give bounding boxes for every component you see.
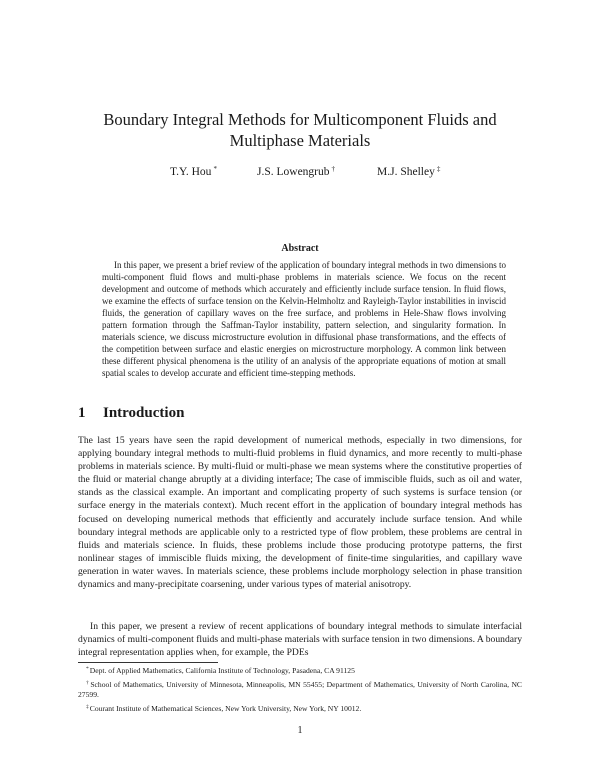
title-line-1: Boundary Integral Methods for Multicomponent Fluids and (103, 110, 497, 129)
intro-paragraph-1: The last 15 years have seen the rapid development of numerical methods, especially in two dimensions, for applying boundary integral methods to multi-fluid problems in fluid dynamics, and more recently to multi-phase problems in materials science. By multi-fluid or multi-phase we mean systems where the constitutive properties of the fluid or material change abruptly at a dividing interface; The case of immiscible fluids, such as oil and water, stands as the classical example. An important and complicating property of such systems is surface tension (or surface energy in the materials context). Much recent effort in the application of boundary integral methods has focused on developing numerical methods that efficiently and accurately include surface tension. And while boundary integral methods are applicable only to a restricted type of flow problem, these problems are central in fluids and materials science. In fluids, these problems include those producing prototype patterns, the first nonlinear stages of immiscible fluids mixing, the development of finite-time singularities, and capillary wave generation in water waves. In materials science, these problems include morphology selection in phase transition dynamics and many-precipitate coarsening, under various types of material anisotropy. (78, 435, 522, 591)
author-list (0, 165, 600, 183)
author-shelley (377, 165, 440, 178)
footnote-text: School of Mathematics, University of Minnesota, Minneapolis, MN 55455; Department of Mathematics, University of North Carolina, NC 27599. (78, 679, 522, 699)
footnote-text: Courant Institute of Mathematical Sciences, New York University, New York, NY 10012. (89, 703, 362, 713)
section-title: Introduction (103, 405, 185, 421)
author-lowengrub (257, 165, 335, 178)
intro-paragraph-2: In this paper, we present a review of recent applications of boundary integral methods to simulate interfacial dynamics of multi-component fluids and multi-phase materials with surface tension in two dimensions. A boundary integral representation applies when, for example, the PDEs (78, 621, 522, 659)
section-heading (78, 405, 184, 422)
section-number: 1 (78, 405, 86, 421)
footnote-mark: * (86, 666, 89, 672)
footnotes (78, 664, 522, 715)
footnote-text: Dept. of Applied Mathematics, California Institute of Technology, Pasadena, CA 91125 (89, 666, 355, 675)
title-line-2: Multiphase Materials (229, 131, 371, 150)
footnote-1 (78, 664, 522, 677)
footnote-2 (78, 678, 522, 701)
footnote-mark: † (86, 679, 90, 686)
footnote-3 (78, 702, 522, 715)
abstract-heading: Abstract (281, 243, 319, 254)
footnote-mark: * (213, 165, 217, 173)
page-number: 1 (297, 725, 303, 736)
paper-title (60, 109, 540, 151)
abstract-body: In this paper, we present a brief review of the application of boundary integral methods in two dimensions to multi-component fluid flows and multi-phase problems in materials science. We focus on the recent development and outcome of methods which accurately and efficiently include surface tension. In fluid flows, we examine the effects of surface tension on the Kelvin-Helmholtz and Rayleigh-Taylor instabilities in inviscid fluids, the generation of capillary waves on the free surface, and problems in Hele-Shaw flows involving pattern formation through the Saffman-Taylor instability, pattern selection, and singularity formation. In materials science, we discuss microstructure evolution in diffusional phase transformations, and the effects of the competition between surface and elastic energies on microstructure morphology. A common link between these different physical phenomena is the utility of an analysis of the appropriate equations of motion at small spatial scales to develop accurate and efficient time-stepping methods. (102, 260, 506, 378)
footnote-mark: ‡ (436, 165, 441, 173)
author-name: T.Y. Hou (170, 166, 212, 178)
author-hou (170, 165, 217, 178)
footnote-mark: † (331, 165, 336, 173)
author-name: M.J. Shelley (377, 166, 435, 178)
author-name: J.S. Lowengrub (257, 166, 330, 178)
footnote-mark: ‡ (86, 703, 89, 710)
footnote-rule (78, 662, 218, 663)
